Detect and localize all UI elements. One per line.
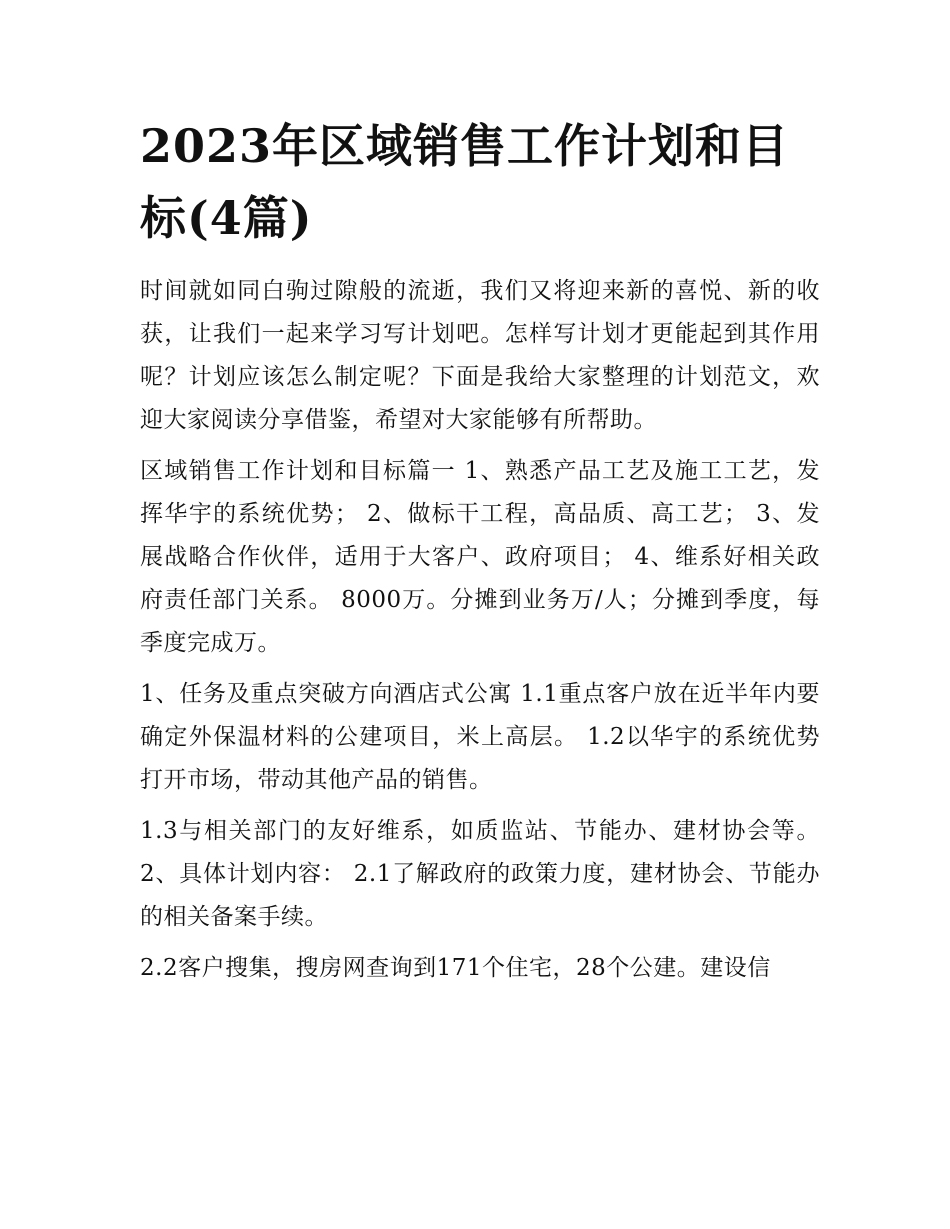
document-page (140, 110, 820, 998)
paragraph-customers: 2.2客户搜集，搜房网查询到171个住宅，28个公建。建设信 (140, 955, 771, 981)
paragraph-plan-one: 区域销售工作计划和目标篇一 1、熟悉产品工艺及施工工艺，发挥华宇的系统优势； 2、做标干工程，高品质、高工艺； 3、发展战略合作伙伴，适用于大客户、政府项目； 4、维系好相关政府责任部门关系。 8000万。分摊到业务万/人；分摊到季度，每季度完成万。 (140, 458, 820, 656)
paragraph-tasks: 1、任务及重点突破方向酒店式公寓 1.1重点客户放在近半年内要确定外保温材料的公建项目，米上高层。 1.2以华宇的系统优势打开市场，带动其他产品的销售。 (140, 681, 820, 793)
document-title: 2023年区域销售工作计划和目标(4篇) (140, 119, 790, 245)
paragraph-details: 1.3与相关部门的友好维系，如质监站、节能办、建材协会等。 2、具体计划内容： 2.1了解政府的政策力度，建材协会、节能办的相关备案手续。 (140, 818, 820, 930)
paragraph-intro: 时间就如同白驹过隙般的流逝，我们又将迎来新的喜悦、新的收获，让我们一起来学习写计划吧。怎样写计划才更能起到其作用呢？计划应该怎么制定呢？下面是我给大家整理的计划范文，欢迎大家阅读分享借鉴，希望对大家能够有所帮助。 (140, 278, 820, 433)
